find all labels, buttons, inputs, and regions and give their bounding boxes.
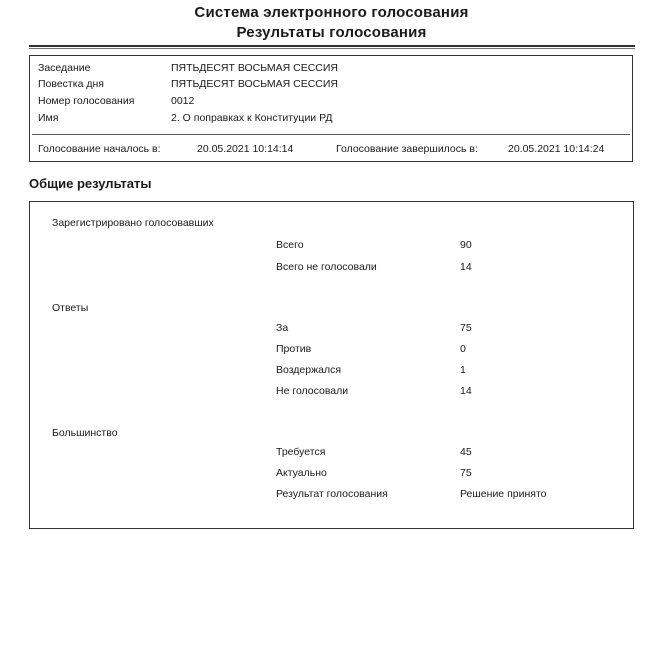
result-value: 14 (460, 385, 472, 397)
document-subtitle: Результаты голосования (236, 24, 427, 41)
result-label: Актуально (276, 467, 327, 479)
start-label: Голосование началось в: (38, 143, 161, 155)
group-title-registered: Зарегистрировано голосовавших (52, 217, 214, 229)
start-time: 20.05.2021 10:14:14 (197, 143, 294, 155)
result-label: Результат голосования (276, 488, 388, 500)
title-rule-thick (29, 45, 635, 47)
result-value: 90 (460, 239, 472, 251)
group-title-answers: Ответы (52, 302, 89, 314)
result-label: Против (276, 343, 312, 355)
info-label: Номер голосования (38, 95, 135, 107)
session-info-box (29, 55, 633, 162)
end-label: Голосование завершилось в: (336, 143, 478, 155)
info-value: 0012 (171, 95, 195, 107)
info-value: 2. О поправках к Конституции РД (171, 112, 333, 124)
result-label: Не голосовали (276, 385, 349, 397)
result-value: 75 (460, 322, 472, 334)
info-divider (32, 134, 630, 135)
info-label: Повестка дня (38, 78, 104, 90)
results-box (29, 201, 634, 529)
result-label: Воздержался (276, 364, 342, 376)
info-value: ПЯТЬДЕСЯТ ВОСЬМАЯ СЕССИЯ (171, 78, 339, 90)
result-label: Требуется (276, 446, 326, 458)
result-value: 1 (460, 364, 466, 376)
info-label: Имя (38, 112, 59, 124)
info-value: ПЯТЬДЕСЯТ ВОСЬМАЯ СЕССИЯ (171, 62, 339, 74)
result-label: Всего (276, 239, 304, 251)
result-value: 45 (460, 446, 472, 458)
info-label: Заседание (38, 62, 91, 74)
end-time: 20.05.2021 10:14:24 (508, 143, 605, 155)
result-value: 75 (460, 467, 472, 479)
vote-outcome: Решение принято (460, 488, 547, 500)
section-title: Общие результаты (29, 176, 152, 191)
result-value: 0 (460, 343, 466, 355)
result-label: Всего не голосовали (276, 261, 377, 273)
document-title: Система электронного голосования (194, 4, 469, 21)
result-label: За (276, 322, 289, 334)
result-value: 14 (460, 261, 472, 273)
title-rule-thin (29, 48, 635, 49)
group-title-majority: Большинство (52, 427, 118, 439)
